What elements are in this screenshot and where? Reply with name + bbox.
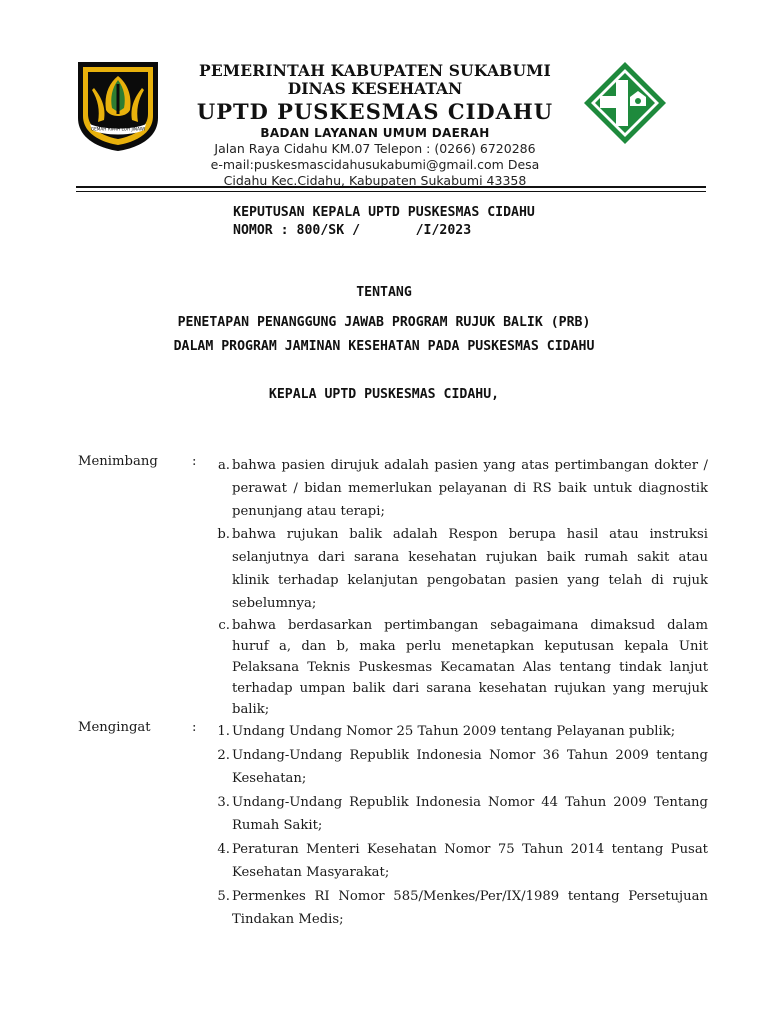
considering-text: bahwa berdasarkan pertimbangan sebagaimana dimaksud dalam huruf a, dan b, maka perlu menetapkan keputusan kepala Unit Pelaksana Teknis Puskesmas Kecamatan Alas tentang tindak lanjut terhadap umpan balik dari sarana kesehatan rujukan yang merujuk balik; bbox=[232, 618, 708, 717]
decree-about-label: TENTANG bbox=[356, 285, 412, 300]
letterhead bbox=[170, 61, 580, 189]
considering-list bbox=[208, 454, 708, 720]
list-marker: 2. bbox=[217, 747, 230, 763]
puskesmas-cross-icon bbox=[582, 60, 668, 146]
letterhead-status: BADAN LAYANAN UMUM DAERAH bbox=[260, 126, 490, 140]
letterhead-institution: UPTD PUSKESMAS CIDAHU bbox=[196, 99, 554, 124]
list-marker: 5. bbox=[217, 888, 230, 904]
letterhead-address-line-2: e-mail:puskesmascidahusukabumi@gmail.com Desa bbox=[210, 157, 540, 172]
list-marker: 1. bbox=[217, 724, 230, 739]
letterhead-government: PEMERINTAH KABUPATEN SUKABUMI bbox=[198, 61, 551, 80]
decree-title: KEPUTUSAN KEPALA UPTD PUSKESMAS CIDAHU bbox=[233, 205, 535, 220]
legal-basis-text: Permenkes RI Nomor 585/Menkes/Per/IX/1989 tentang Persetujuan Tindakan Medis; bbox=[232, 888, 708, 927]
list-marker: b. bbox=[217, 527, 230, 542]
list-marker: 3. bbox=[217, 794, 230, 810]
legal-basis-item-4 bbox=[208, 838, 708, 885]
legal-basis-item-1 bbox=[208, 720, 708, 744]
list-marker: a. bbox=[217, 458, 230, 473]
legal-basis-text: Undang-Undang Republik Indonesia Nomor 36 Tahun 2009 tentang Kesehatan; bbox=[232, 747, 708, 786]
decree-subject-line-2: DALAM PROGRAM JAMINAN KESEHATAN PADA PUSKESMAS CIDAHU bbox=[173, 339, 595, 354]
considering-label: Menimbang bbox=[78, 454, 158, 469]
list-marker: c. bbox=[218, 618, 230, 633]
letterhead-divider-thick bbox=[76, 186, 706, 188]
letterhead-address-line-1: Jalan Raya Cidahu KM.07 Telepon : (0266) 6720286 bbox=[214, 141, 536, 156]
legal-basis-label: Mengingat bbox=[78, 720, 151, 735]
letterhead-address-line-3: Cidahu Kec.Cidahu, Kabupaten Sukabumi 43358 bbox=[223, 173, 527, 188]
letterhead-divider-thin bbox=[76, 191, 706, 192]
legal-basis-item-5 bbox=[208, 885, 708, 932]
letterhead-agency: DINAS KESEHATAN bbox=[287, 79, 463, 98]
decree-number: NOMOR : 800/SK / /I/2023 bbox=[233, 223, 472, 238]
list-marker: 4. bbox=[217, 841, 230, 857]
considering-colon: : bbox=[192, 454, 197, 469]
legal-basis-item-3 bbox=[208, 791, 708, 838]
legal-basis-text: Peraturan Menteri Kesehatan Nomor 75 Tahun 2014 tentang Pusat Kesehatan Masyarakat; bbox=[232, 841, 708, 880]
crest-motto: GEMAH RIPAH LOH JINAWI bbox=[90, 126, 146, 132]
considering-text: bahwa pasien dirujuk adalah pasien yang atas pertimbangan dokter / perawat / bidan memerlukan pelayanan di RS baik untuk diagnostik penunjang atau terapi; bbox=[232, 458, 708, 519]
considering-item-c bbox=[208, 615, 708, 720]
considering-text: bahwa rujukan balik adalah Respon berupa hasil atau instruksi selanjutnya dari sarana kesehatan rujukan baik rumah sakit atau klinik terhadap kelanjutan pengobatan pasien yang telah di rujuk sebelumnya; bbox=[232, 527, 708, 611]
legal-basis-item-2 bbox=[208, 744, 708, 791]
considering-item-b bbox=[208, 523, 708, 615]
legal-basis-list bbox=[208, 720, 708, 932]
decree-subject-line-1: PENETAPAN PENANGGUNG JAWAB PROGRAM RUJUK BALIK (PRB) bbox=[177, 315, 591, 330]
considering-item-a bbox=[208, 454, 708, 523]
legal-basis-colon: : bbox=[192, 720, 197, 735]
legal-basis-text: Undang-Undang Republik Indonesia Nomor 44 Tahun 2009 Tentang Rumah Sakit; bbox=[232, 794, 708, 833]
sukabumi-regency-crest-icon bbox=[76, 60, 160, 152]
legal-basis-text: Undang Undang Nomor 25 Tahun 2009 tentang Pelayanan publik; bbox=[232, 724, 676, 739]
decree-issuer: KEPALA UPTD PUSKESMAS CIDAHU, bbox=[268, 387, 500, 402]
